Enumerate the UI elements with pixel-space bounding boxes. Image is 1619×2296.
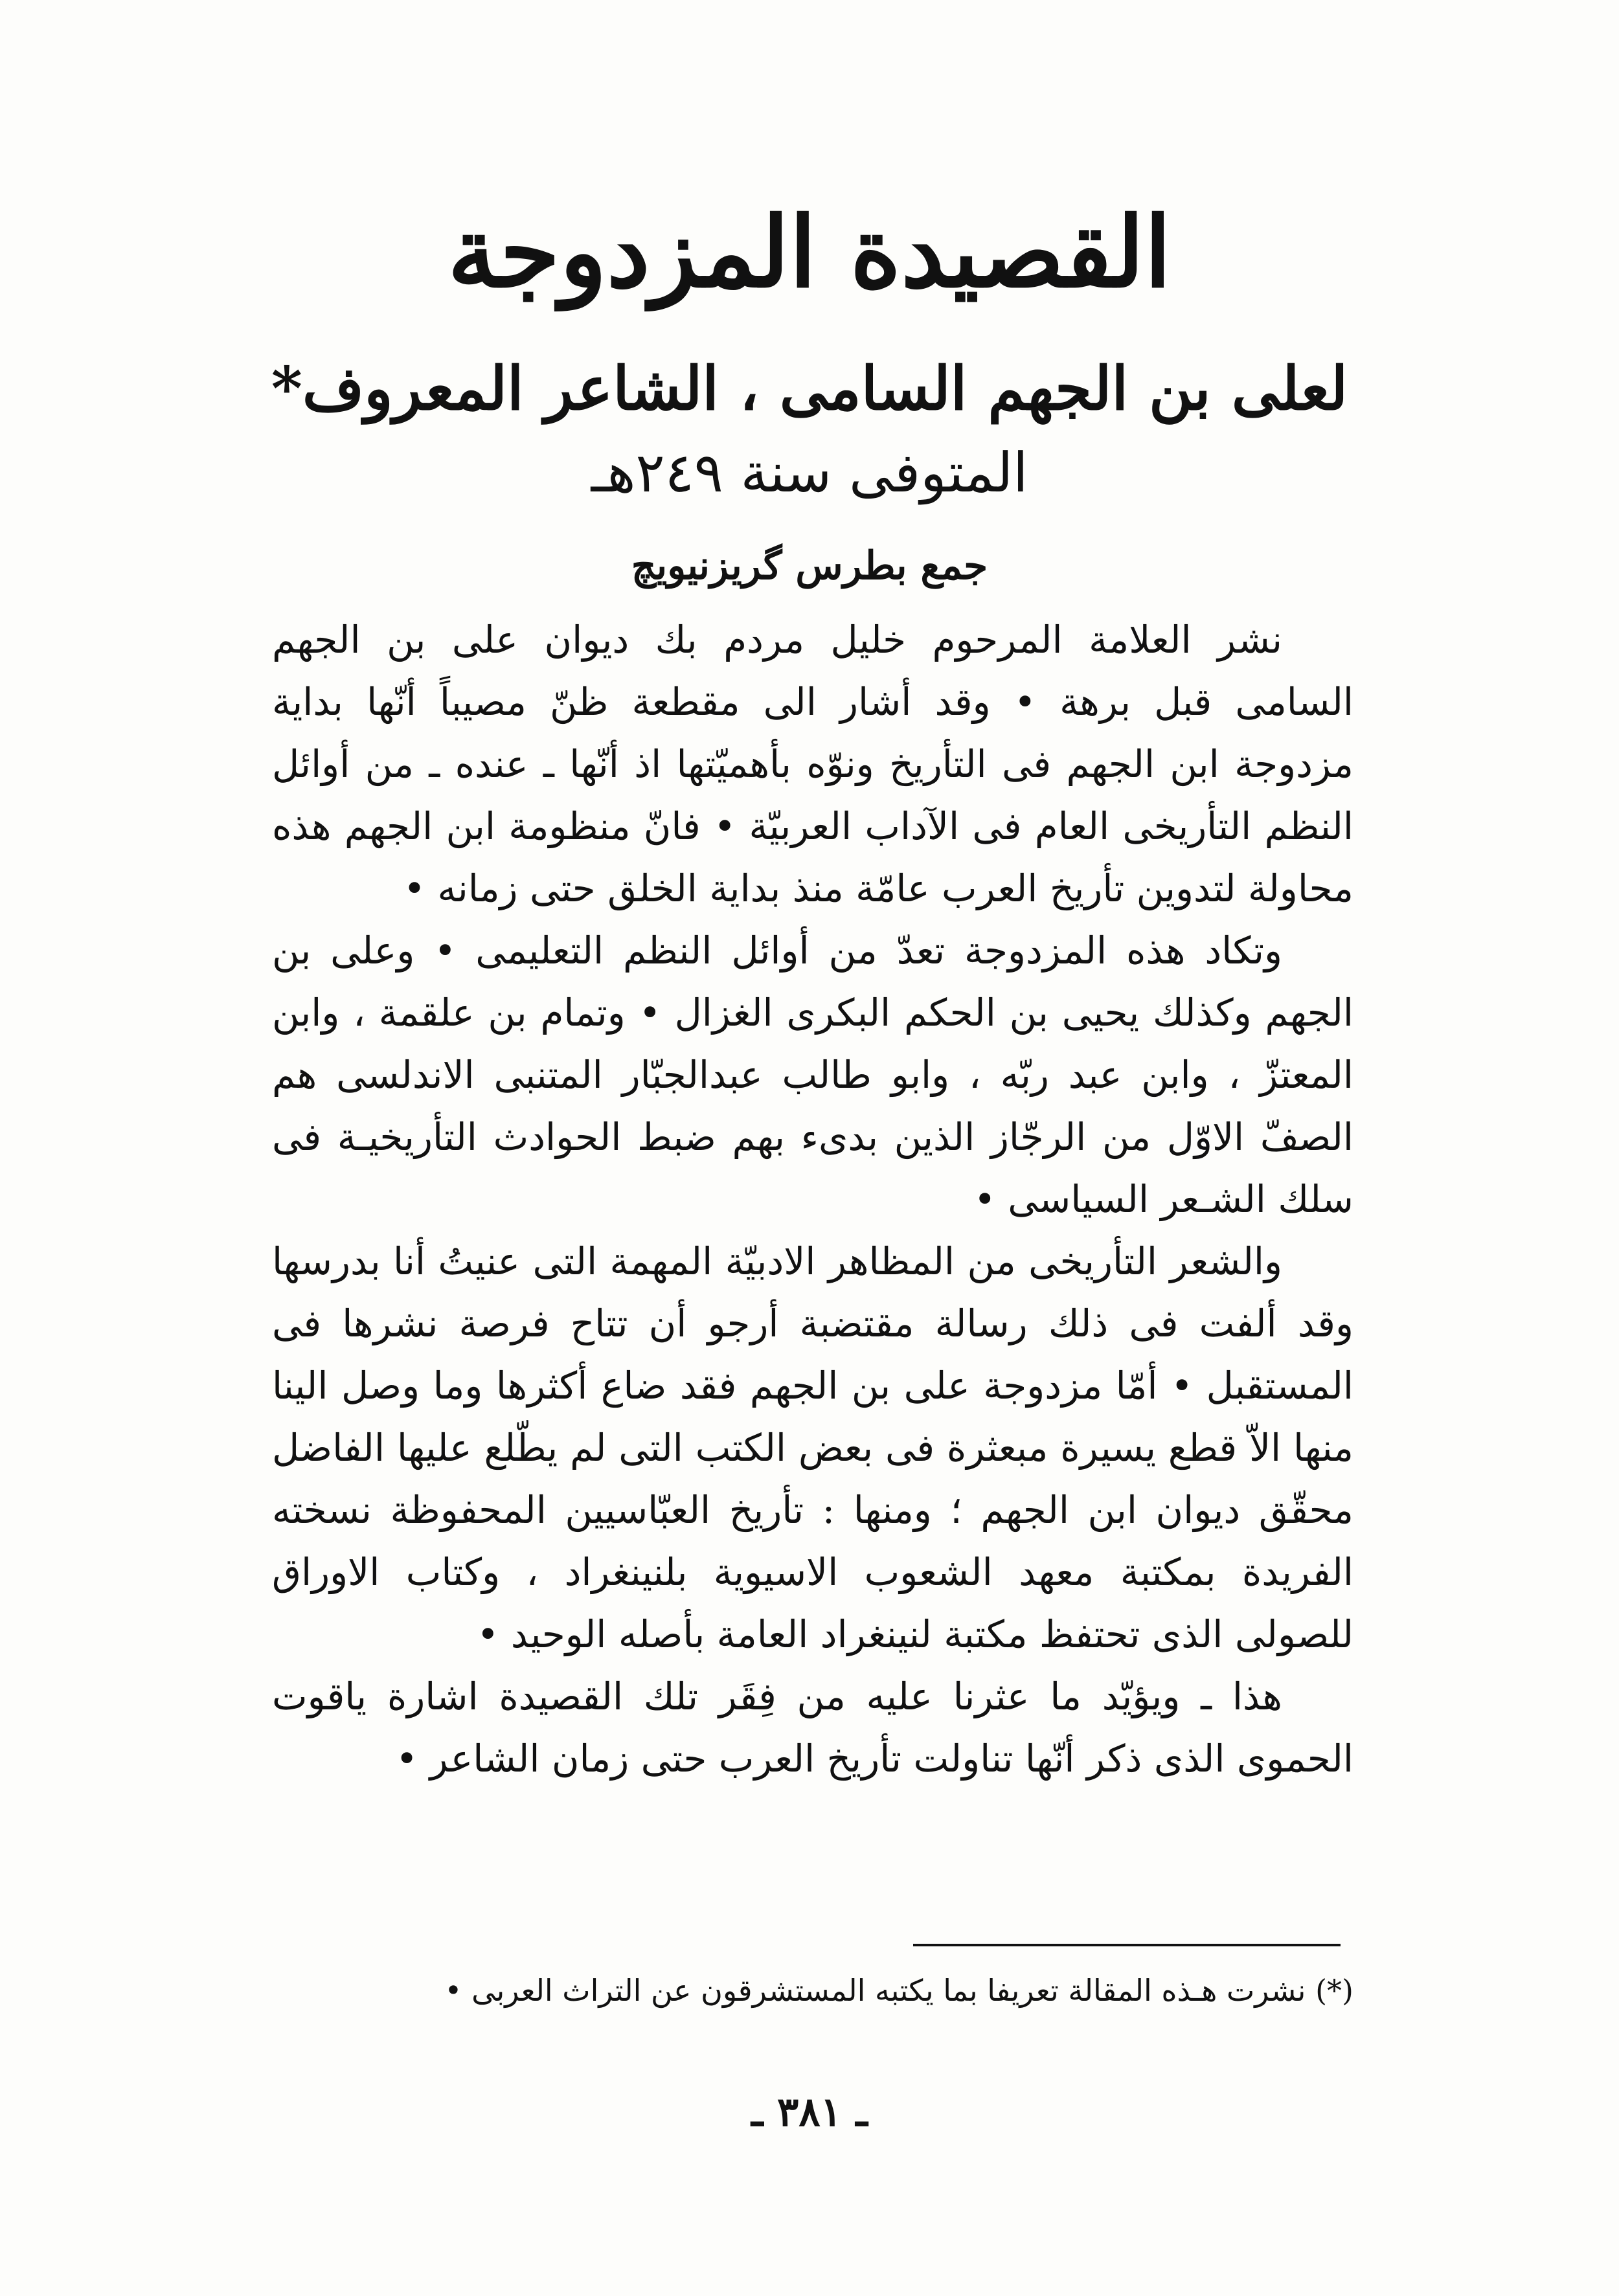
page-number: ـ ٣٨١ ـ bbox=[751, 2088, 868, 2135]
footnote-divider bbox=[913, 1944, 1341, 1946]
death-date: المتوفى سنة ٢٤٩هـ bbox=[591, 441, 1028, 504]
paragraph: وتكاد هذه المزدوجة تعدّ من أوائل النظم التعليمى • وعلى بن الجهم وكذلك يحيى بن الحكم البكرى الغزال • وتمام بن علقمة ، وابن المعتزّ ، وابن عبد ربّه ، وابو طالب عبدالجبّار المتنبى الاندلسى هم الصفّ الاوّل من الرجّاز الذين بدىء بهم ضبط الحوادث التأريخيـة فى سلك الشـعر السياسى • bbox=[272, 929, 1354, 1221]
paragraph: هذا ـ ويؤيّد ما عثرنا عليه من فِقَر تلك القصيدة اشارة ياقوت الحموى الذى ذكر أنّها تناولت تأريخ العرب حتى زمان الشاعر • bbox=[272, 1674, 1353, 1781]
article-author: جمع بطرس گريزنيويچ bbox=[631, 543, 988, 589]
paragraph: والشعر التأريخى من المظاهر الادبيّة المهمة التى عنيتُ أنا بدرسها وقد ألفت فى ذلك رسالة مقتضبة أرجو أن تتاح فرصة نشرها فى المستقبل • أمّا مزدوجة على بن الجهم فقد ضاع أكثرها وما وصل الينا منها الاّ قطع يسيرة مبعثرة فى بعض الكتب التى لم يطّلع عليها الفاضل محقّق ديوان ابن الجهم ؛ ومنها : تأريخ العبّاسيين المحفوظة نسخته الفريدة بمكتبة معهد الشعوب الاسيوية بلنينغراد ، وكتاب الاوراق للصولى الذى تحتفظ مكتبة لنينغراد العامة بأصله الوحيد • bbox=[272, 1239, 1353, 1656]
article-body bbox=[272, 609, 1353, 1790]
footnote: (*) نشرت هـذه المقالة تعريفا بما يكتبه المستشرقون عن التراث العربى • bbox=[444, 1973, 1353, 2008]
poem-attribution: لعلى بن الجهم السامى ، الشاعر المعروف* bbox=[271, 354, 1348, 423]
page-title: القصيدة المزدوجة bbox=[447, 196, 1172, 310]
paragraph: نشر العلامة المرحوم خليل مردم بك ديوان على بن الجهم السامى قبل برهة • وقد أشار الى مقطعة ظنّ مصيباً أنّها بداية مزدوجة ابن الجهم فى التأريخ ونوّه بأهميّتها اذ أنّها ـ عنده ـ من أوائل النظم التأريخى العام فى الآداب العربيّة • فانّ منظومة ابن الجهم هذه محاولة لتدوين تأريخ العرب عامّة منذ بداية الخلق حتى زمانه • bbox=[272, 618, 1353, 910]
